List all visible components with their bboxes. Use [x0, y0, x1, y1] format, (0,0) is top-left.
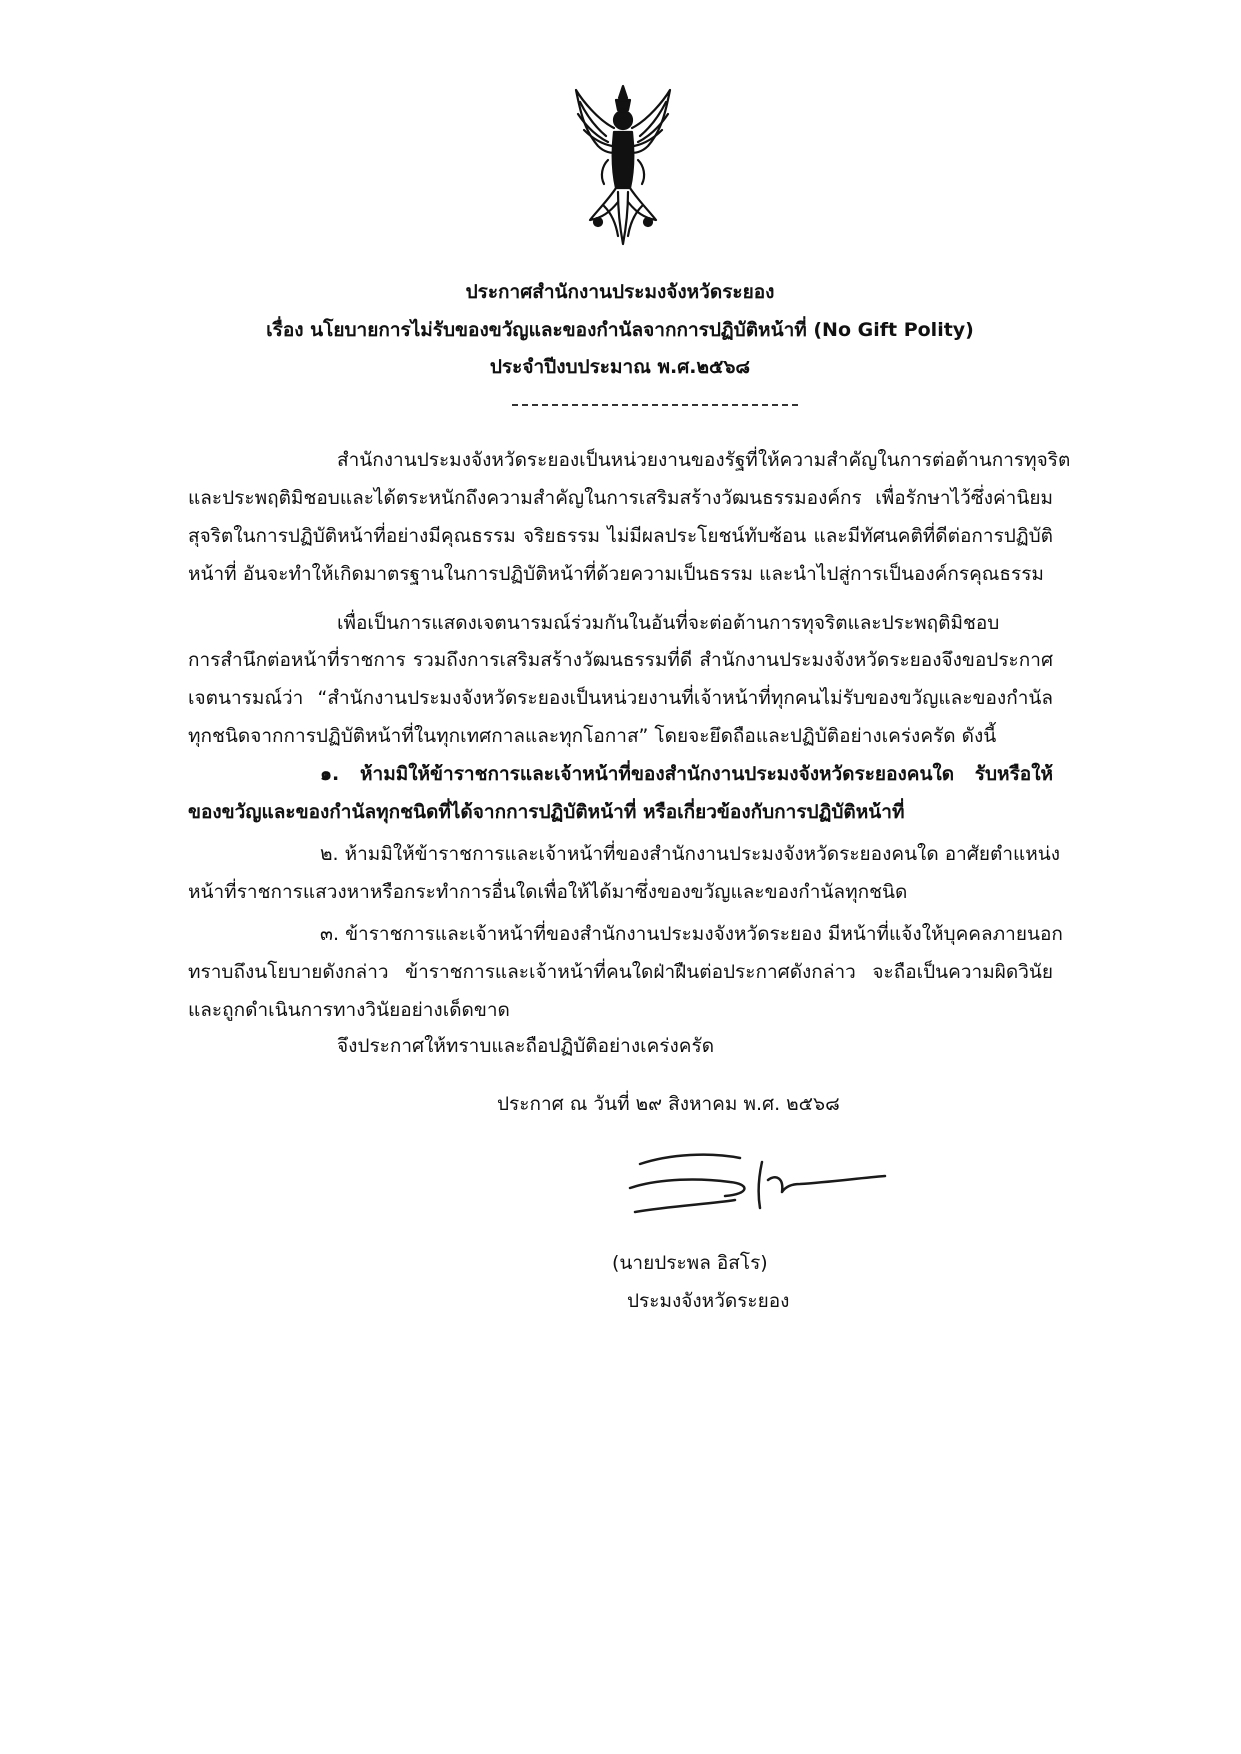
policy-item-1-line: ๑. ห้ามมิให้ข้าราชการและเจ้าหน้าที่ของสำนักงานประมงจังหวัดระยองคนใด รับหรือให้: [320, 763, 1053, 785]
handwritten-signature: [600, 1140, 900, 1260]
paragraph-1-line: สำนักงานประมงจังหวัดระยองเป็นหน่วยงานของรัฐที่ให้ความสำคัญในการต่อต้านการทุจริต: [337, 449, 1071, 471]
policy-item-2-line: ๒. ห้ามมิให้ข้าราชการและเจ้าหน้าที่ของสำนักงานประมงจังหวัดระยองคนใด อาศัยตำแหน่ง: [320, 843, 1061, 865]
signatory-name: (นายประพล อิสโร): [612, 1252, 768, 1274]
policy-item-1-line: ของขวัญและของกำนัลทุกชนิดที่ได้จากการปฏิบัติหน้าที่ หรือเกี่ยวข้องกับการปฏิบัติหน้าที่: [188, 801, 905, 823]
announcement-title: ประกาศสำนักงานประมงจังหวัดระยอง: [465, 281, 775, 303]
paragraph-2-line: เพื่อเป็นการแสดงเจตนารมณ์ร่วมกันในอันที่จะต่อต้านการทุจริตและประพฤติมิชอบ: [337, 612, 1000, 634]
signatory-position: ประมงจังหวัดระยอง: [627, 1290, 790, 1312]
policy-item-2-line: หน้าที่ราชการแสวงหาหรือกระทำการอื่นใดเพื่อให้ได้มาซึ่งของขวัญและของกำนัลทุกชนิด: [188, 881, 908, 903]
policy-item-3-line: ทราบถึงนโยบายดังกล่าว ข้าราชการและเจ้าหน้าที่คนใดฝ่าฝืนต่อประกาศดังกล่าว จะถือเป็นความผิดวินัย: [188, 961, 1053, 983]
announcement-subject: เรื่อง นโยบายการไม่รับของขวัญและของกำนัลจากการปฏิบัติหน้าที่ (No Gift Polity): [266, 319, 974, 341]
paragraph-2-line: การสำนึกต่อหน้าที่ราชการ รวมถึงการเสริมสร้างวัฒนธรรมที่ดี สำนักงานประมงจังหวัดระยองจึงขอประกาศ: [188, 649, 1053, 671]
closing-statement: จึงประกาศให้ทราบและถือปฏิบัติอย่างเคร่งครัด: [337, 1035, 715, 1057]
paragraph-1-line: สุจริตในการปฏิบัติหน้าที่อย่างมีคุณธรรม จริยธรรม ไม่มีผลประโยชน์ทับซ้อน และมีทัศนคติที่ดีต่อการปฏิบัติ: [188, 525, 1053, 547]
paragraph-1-line: หน้าที่ อันจะทำให้เกิดมาตรฐานในการปฏิบัติหน้าที่ด้วยความเป็นธรรม และนำไปสู่การเป็นองค์กรคุณธรรม: [188, 563, 1044, 585]
announcement-date: ประกาศ ณ วันที่ ๒๙ สิงหาคม พ.ศ. ๒๕๖๘: [497, 1093, 840, 1115]
announcement-fiscal-year: ประจำปีงบประมาณ พ.ศ.๒๕๖๘: [489, 356, 751, 378]
header-divider: [512, 404, 798, 406]
paragraph-2-line: เจตนารมณ์ว่า “สำนักงานประมงจังหวัดระยองเป็นหน่วยงานที่เจ้าหน้าที่ทุกคนไม่รับของขวัญและของกำนัล: [188, 687, 1053, 709]
paragraph-1-line: และประพฤติมิชอบและได้ตระหนักถึงความสำคัญในการเสริมสร้างวัฒนธรรมองค์กร เพื่อรักษาไว้ซึ่งค่านิยม: [188, 487, 1053, 509]
garuda-emblem-icon: [568, 80, 678, 250]
policy-item-3-line: ๓. ข้าราชการและเจ้าหน้าที่ของสำนักงานประมงจังหวัดระยอง มีหน้าที่แจ้งให้บุคคลภายนอก: [320, 923, 1063, 945]
policy-item-3-line: และถูกดำเนินการทางวินัยอย่างเด็ดขาด: [188, 999, 510, 1021]
paragraph-2-line: ทุกชนิดจากการปฏิบัติหน้าที่ในทุกเทศกาลและทุกโอกาส” โดยจะยึดถือและปฏิบัติอย่างเคร่งครัด ดังนี้: [188, 725, 997, 747]
